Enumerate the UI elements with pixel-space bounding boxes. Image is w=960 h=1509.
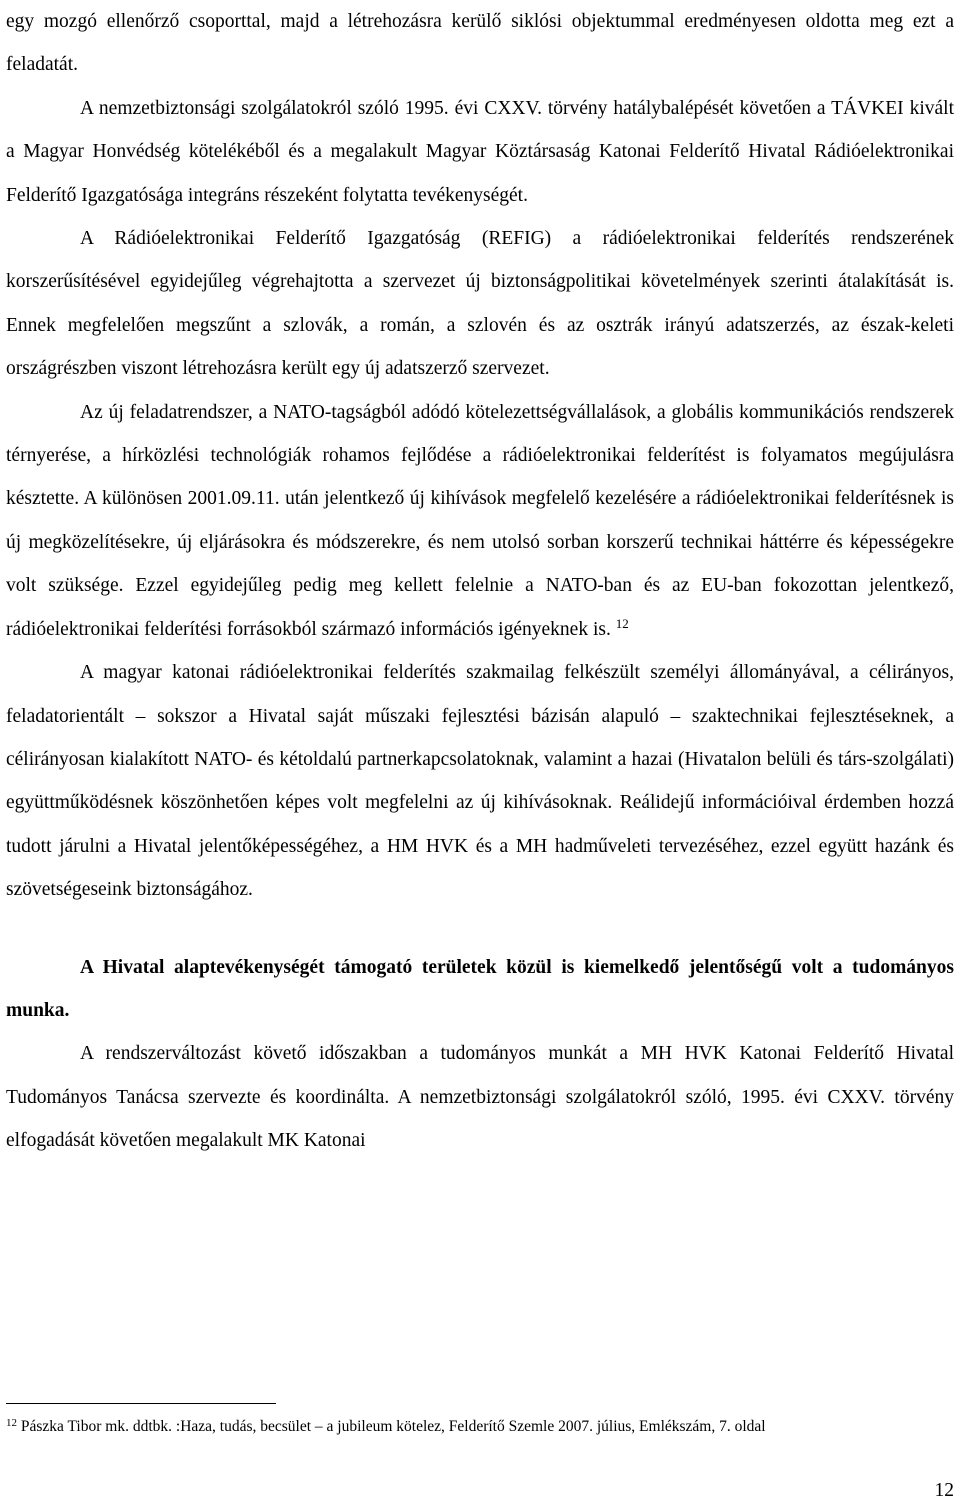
- section-heading: A Hivatal alaptevékenységét támogató területek közül is kiemelkedő jelentőségű volt a tudományos munka.: [6, 956, 954, 1021]
- paragraph-scientific-work: A rendszerváltozást követő időszakban a tudományos munkát a MH HVK Katonai Felderítő Hivatal Tudományos Tanácsa szervezte és koordinálta. A nemzetbiztonsági szolgálatokról szóló, 1995. évi CXXV. törvény elfogadását követően megalakult MK Katonai: [6, 1043, 954, 1152]
- paragraph-law-1995: A nemzetbiztonsági szolgálatokról szóló 1995. évi CXXV. törvény hatálybalépését követően a TÁVKEI kivált a Magyar Honvédség kötelékéből és a megalakult Magyar Köztársaság Katonai Felderítő Hivatal Rádióelektronikai Felderítő Igazgatósága integráns részeként folytatta tevékenységét.: [6, 97, 954, 206]
- paragraph-refig: A Rádióelektronikai Felderítő Igazgatóság (REFIG) a rádióelektronikai felderítés rendszerének korszerűsítésével egyidejűleg végrehajtotta a szervezet új biztonságpolitikai követelmények szerinti átalakítását is. Ennek megfelelően megszűnt a szlovák, a román, a szlovén és az osztrák irányú adatszerzés, az észak-keleti országrészben viszont létrehozásra került egy új adatszerző szervezet.: [6, 228, 954, 380]
- document-page: [6, 0, 954, 1163]
- section-gap: [6, 912, 954, 946]
- footnote-text: Pászka Tibor mk. ddtbk. :Haza, tudás, becsület – a jubileum kötelez, Felderítő Szemle 2007. július, Emlékszám, 7. oldal: [20, 1418, 766, 1435]
- paragraph-new-tasks: [6, 391, 954, 651]
- page-number: 12: [934, 1480, 954, 1501]
- footnote: [6, 1415, 946, 1439]
- paragraph-new-tasks-text: Az új feladatrendszer, a NATO-tagságból adódó kötelezettségvállalások, a globális kommunikációs rendszerek térnyerése, a hírközlési technológiák rohamos fejlődése a rádióelektronikai felderítést is folyamatos megújulásra késztette. A különösen 2001.09.11. után jelentkező új kihívások megfelelő kezelésére a rádióelektronikai felderítésnek is új megközelítésekre, új eljárásokra és módszerekre, és nem utolsó sorban korszerű technikai háttérre és képességekre volt szüksége. Ezzel egyidejűleg pedig meg kellett felelnie a NATO-ban és az EU-ban fokozottan jelentkező, rádióelektronikai felderítési forrásokból származó információs igényeknek is.: [6, 401, 954, 640]
- paragraph-capabilities: A magyar katonai rádióelektronikai felderítés szakmailag felkészült személyi állományával, a célirányos, feladatorientált – sokszor a Hivatal saját műszaki fejlesztési bázisán alapuló – szaktechnikai fejlesztéseknek, a célirányosan kialakított NATO- és kétoldalú partnerkapcsolatoknak, valamint a hazai (Hivatalon belüli és társ-szolgálati) együttműködésnek köszönhetően képes volt megfelelni az új kihívásoknak. Reálidejű információival érdemben hozzá tudott járulni a Hivatal jelentőképességéhez, a HM HVK és a MH hadműveleti tervezéséhez, ezzel együtt hazánk és szövetségeseink biztonságához.: [6, 662, 954, 901]
- footnote-reference[interactable]: 12: [615, 615, 629, 631]
- paragraph-continuation: egy mozgó ellenőrző csoporttal, majd a létrehozásra kerülő siklósi objektummal eredményesen oldotta meg ezt a feladatát.: [6, 11, 954, 76]
- footnote-marker: 12: [6, 1417, 17, 1429]
- footnote-separator: [6, 1403, 276, 1404]
